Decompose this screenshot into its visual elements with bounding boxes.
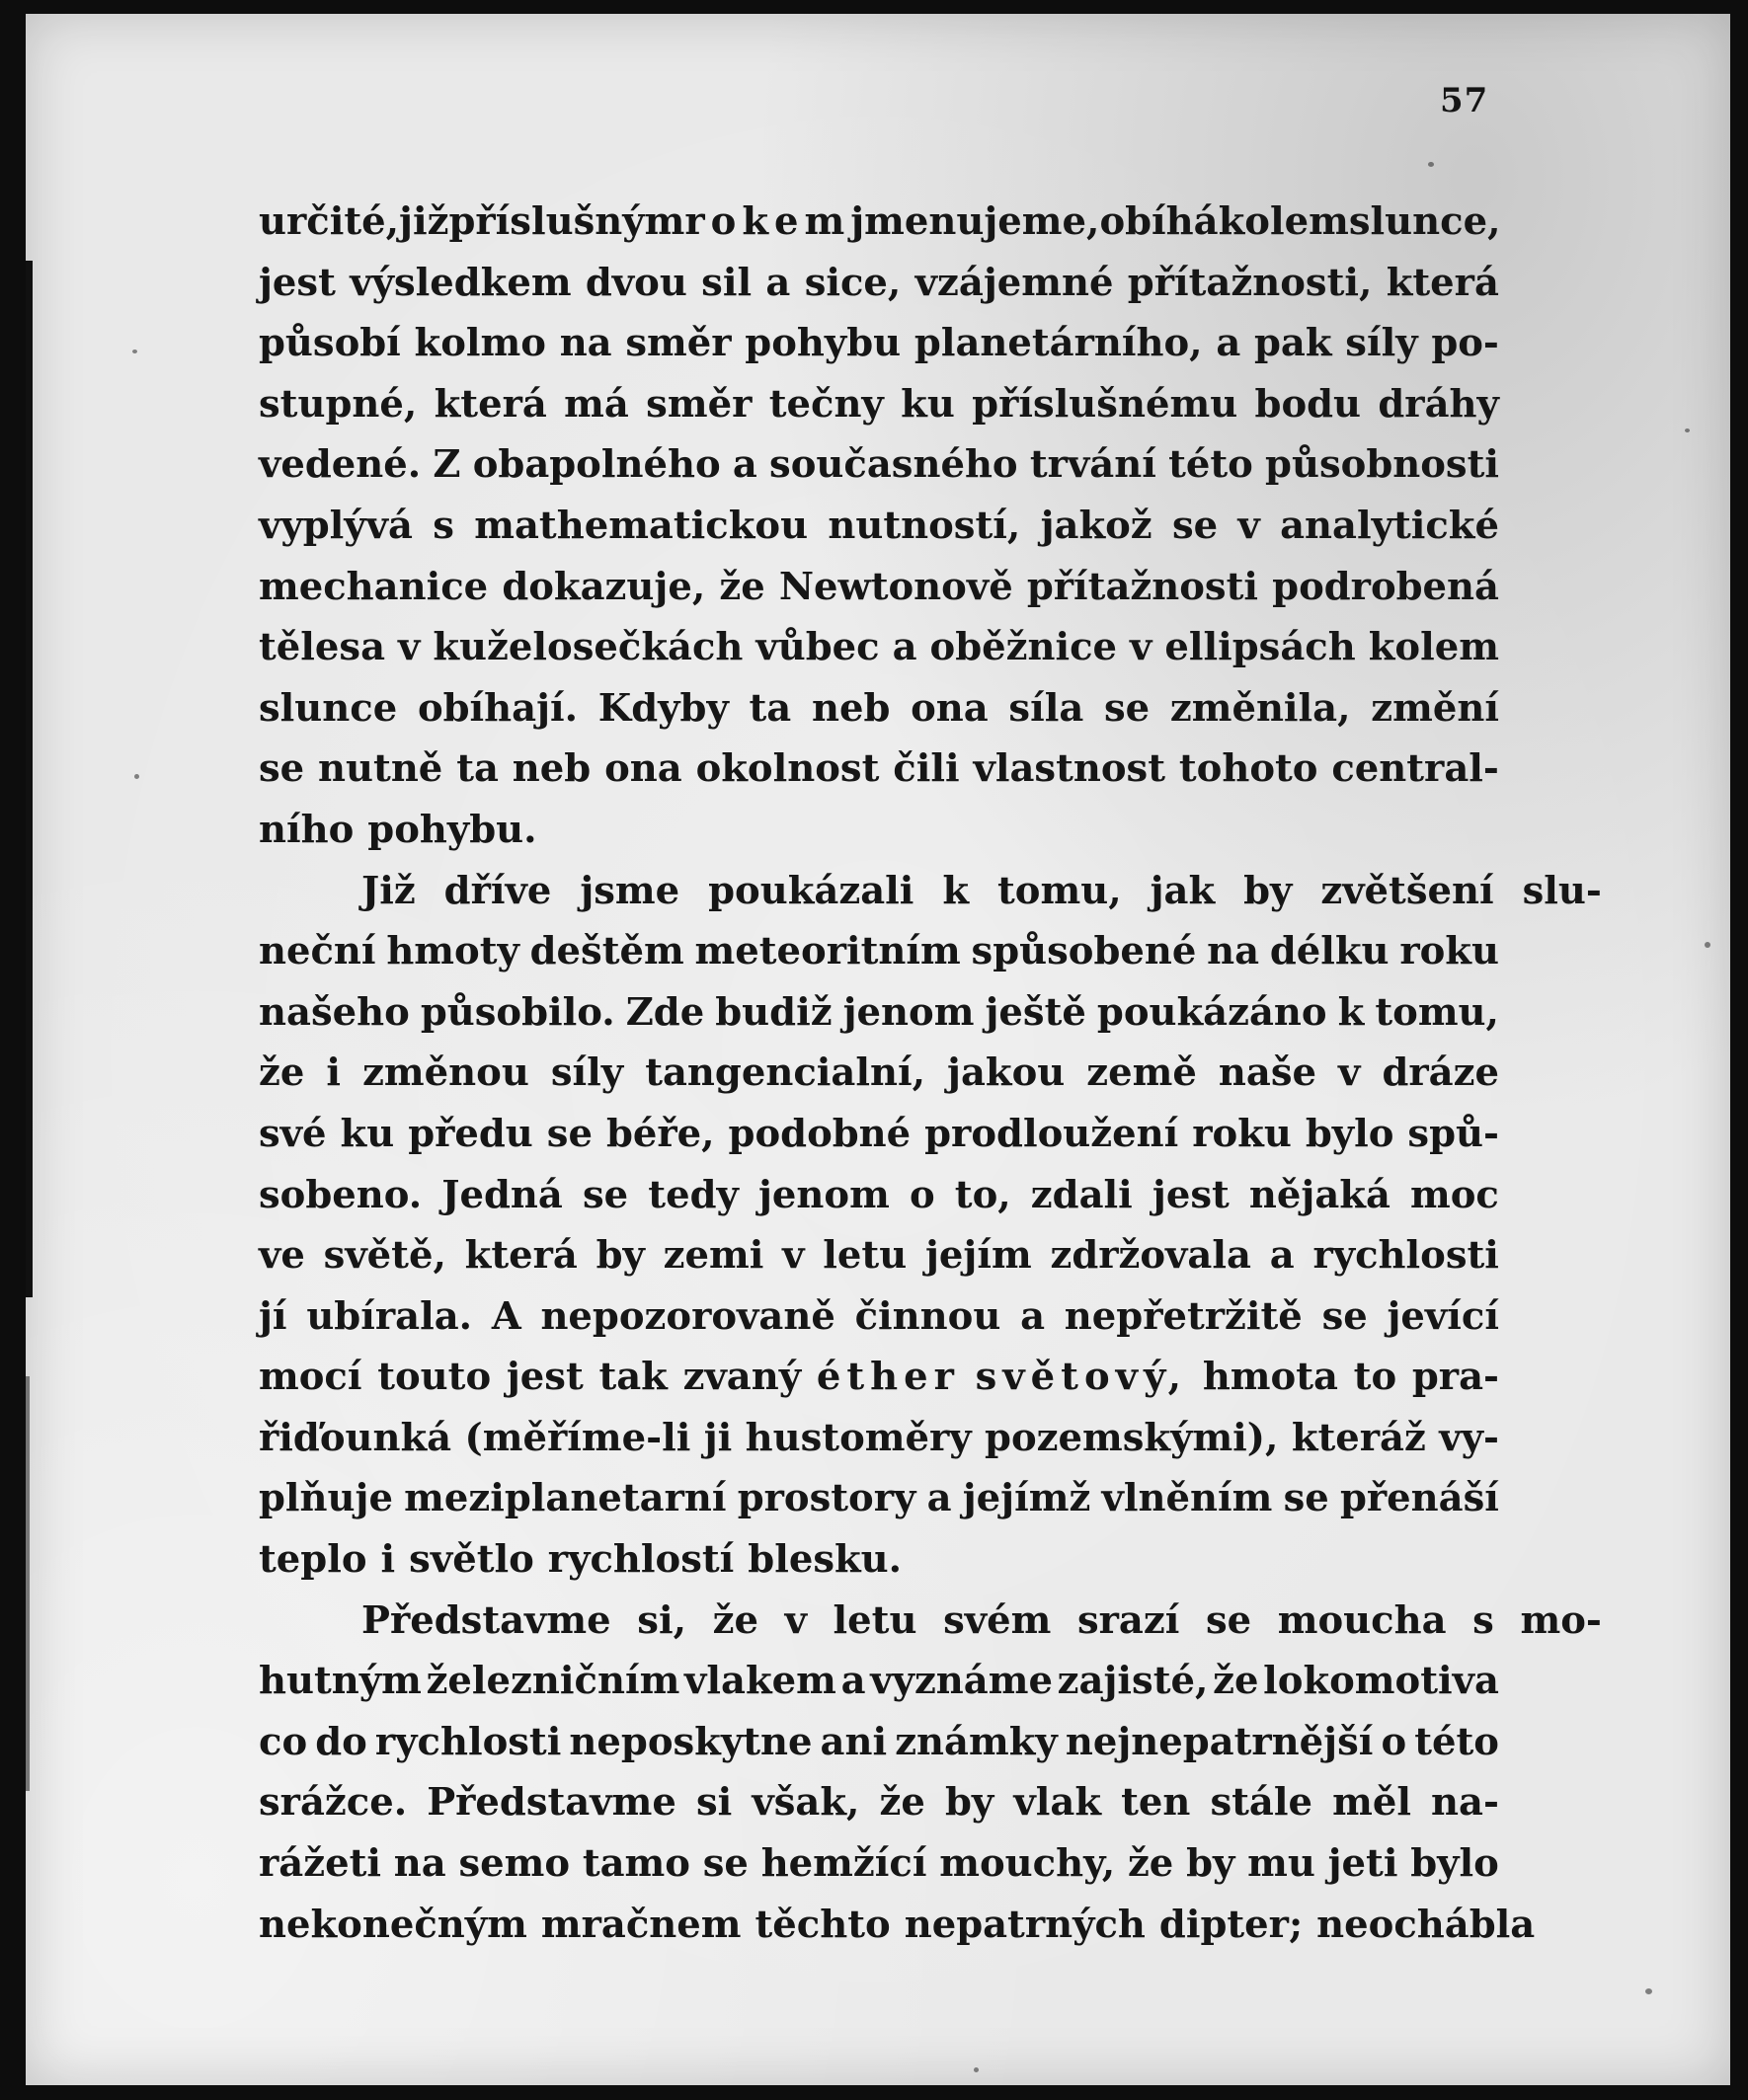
text-line: jí ubírala. A nepozorovaně činnou a nepřetržitě se jevící <box>259 1293 1499 1339</box>
text-line: stupné, která má směr tečny ku příslušnému bodu dráhy <box>259 381 1499 427</box>
text-line: neční hmoty deštěm meteoritním spůsobené na délku roku <box>259 929 1499 974</box>
text-line: své ku předu se béře, podobné prodloužení roku bylo spů- <box>259 1111 1499 1156</box>
text-line: mechanice dokazuje, že Newtonově přítažnosti podrobená <box>259 564 1499 609</box>
text-line: vedené. Z obapolného a současného trvání této působnosti <box>259 442 1499 488</box>
text-line: jest výsledkem dvou sil a sice, vzájemné přítažnosti, která <box>259 260 1499 305</box>
page-number: 57 <box>1440 81 1489 120</box>
text-line: vyplývá s mathematickou nutností, jakož se v analytické <box>259 503 1499 548</box>
paragraph <box>259 192 1499 861</box>
binding-edge-shadow-lower <box>26 1376 30 1791</box>
text-line: slunce obíhají. Kdyby ta neb ona síla se změnila, změní <box>259 685 1499 731</box>
text-line: řiďounká (měříme-li ji hustoměry pozemskými), kteráž vy- <box>259 1415 1499 1460</box>
text-line: že i změnou síly tangencialní, jakou země naše v dráze <box>259 1050 1499 1096</box>
paper-speck <box>134 774 139 779</box>
text-line: ního pohybu. <box>259 807 537 852</box>
paper-speck <box>1685 428 1690 432</box>
binding-edge-shadow <box>26 261 33 1297</box>
text-line: určité, již příslušným rokem jmenujeme, obíhá kolem slunce, <box>259 199 1501 244</box>
text-line: působí kolmo na směr pohybu planetárního, a pak síly po- <box>259 321 1499 366</box>
paragraph <box>259 861 1602 1591</box>
text-line: sobeno. Jedná se tedy jenom o to, zdali jest nějaká moc <box>259 1172 1499 1217</box>
text-line: Již dříve jsme poukázali k tomu, jak by zvětšení slu- <box>361 868 1602 913</box>
paper-speck <box>1705 942 1710 948</box>
text-line: teplo i světlo rychlostí blesku. <box>259 1537 903 1583</box>
text-line: rážeti na semo tamo se hemžící mouchy, že by mu jeti bylo <box>259 1841 1499 1887</box>
text-line: ve světě, která by zemi v letu jejím zdržovala a rychlosti <box>259 1233 1499 1279</box>
text-line: se nutně ta neb ona okolnost čili vlastnost tohoto central- <box>259 746 1499 792</box>
paper-speck <box>1428 162 1434 167</box>
text-line: tělesa v kuželosečkách vůbec a oběžnice v ellipsách kolem <box>259 625 1499 670</box>
text-line: plňuje meziplanetarní prostory a jejímž vlněním se přenáší <box>259 1476 1499 1521</box>
text-line: Představme si, že v letu svém srazí se moucha s mo- <box>361 1597 1602 1643</box>
paper-speck <box>974 2067 979 2072</box>
paper-speck <box>1645 1988 1652 1994</box>
body-text <box>259 192 1602 1955</box>
paper-speck <box>132 350 137 353</box>
text-line: srážce. Představme si však, že by vlak ten stále měl na- <box>259 1780 1499 1826</box>
paragraph <box>259 1591 1602 1956</box>
text-line: nekonečným mračnem těchto nepatrných dipter; neochábla <box>259 1902 1536 1947</box>
text-line: mocí touto jest tak zvaný éther světový, hmota to pra- <box>259 1355 1499 1400</box>
text-line: co do rychlosti neposkytne ani známky nejnepatrnější o této <box>259 1719 1499 1764</box>
text-line: našeho působilo. Zde budiž jenom ještě poukázáno k tomu, <box>259 989 1499 1035</box>
text-line: hutným železničním vlakem a vyznáme zajisté, že lokomotiva <box>259 1659 1499 1704</box>
